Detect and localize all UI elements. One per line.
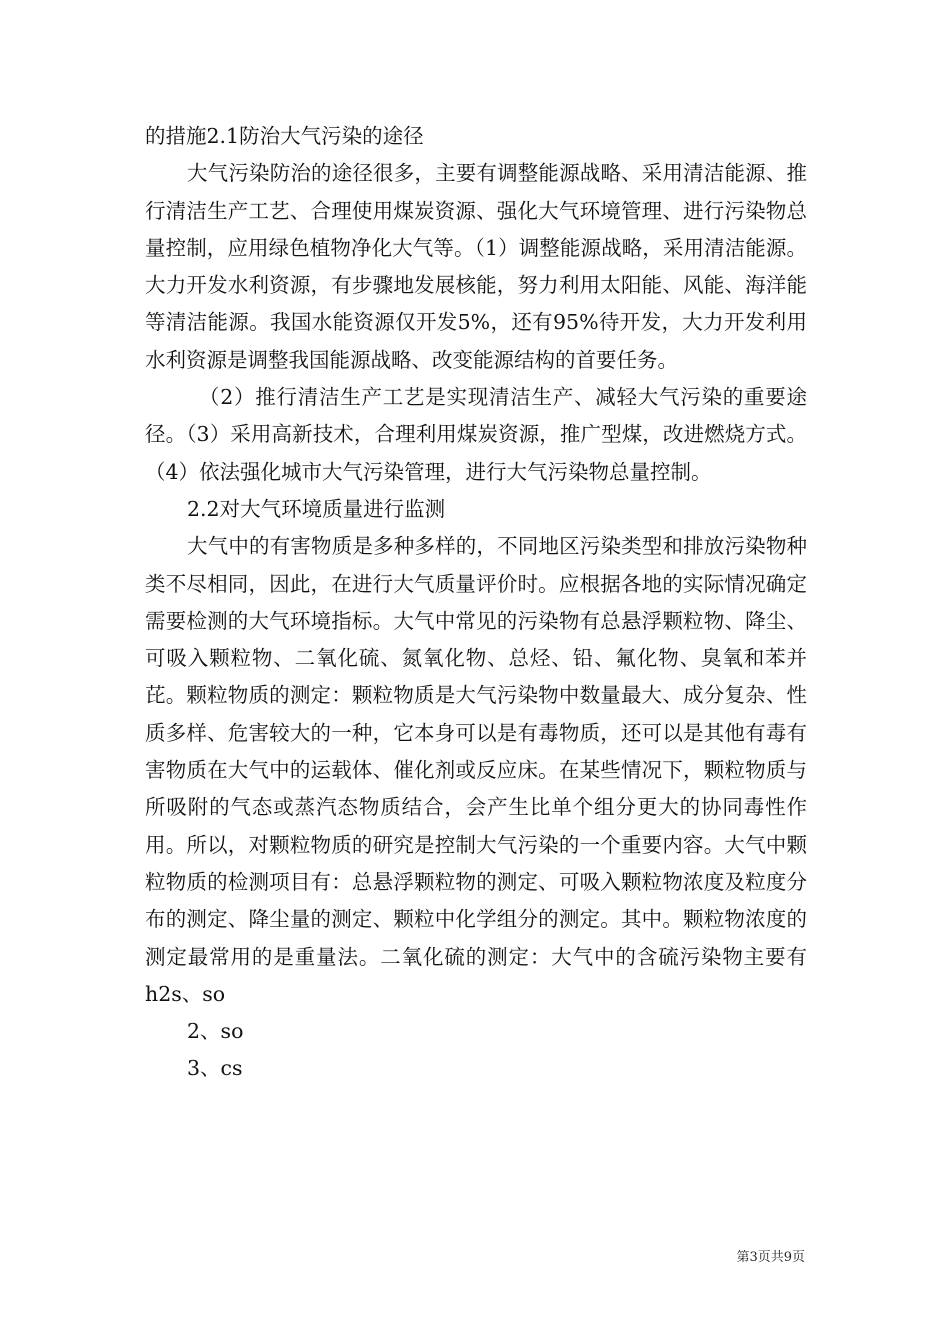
paragraph-pollution-control-routes: 大气污染防治的途径很多，主要有调整能源战略、采用清洁能源、推行清洁生产工艺、合理使用煤炭资源、强化大气环境管理、进行污染物总量控制，应用绿色植物净化大气等。（1）调整能源战略，采用清洁能源。大力开发水利资源，有步骤地发展核能，努力利用太阳能、风能、海洋能等清洁能源。我国水能资源仅开发5%，还有95%待开发，大力开发利用水利资源是调整我国能源战略、改变能源结构的首要任务。 [145,161,807,372]
list-item-cs: 3、cs [187,1056,243,1081]
section-heading-2-2: 2.2对大气环境质量进行监测 [187,496,446,521]
page-number-footer: 第3页共9页 [736,1250,805,1265]
list-item-so: 2、so [187,1019,244,1044]
paragraph-clean-production: （2）推行清洁生产工艺是实现清洁生产、减轻大气污染的重要途径。（3）采用高新技术，合理利用煤炭资源，推广型煤，改进燃烧方式。（4）依法强化城市大气污染管理，进行大气污染物总量控制。 [145,385,807,484]
document-body [145,118,807,1088]
section-heading-2-1: 的措施2.1防治大气污染的途径 [145,124,424,148]
paragraph-air-monitoring: 大气中的有害物质是多种多样的，不同地区污染类型和排放污染物种类不尽相同，因此，在进行大气质量评价时。应根据各地的实际情况确定需要检测的大气环境指标。大气中常见的污染物有总悬浮颗粒物、降尘、可吸入颗粒物、二氧化硫、氮氧化物、总烃、铅、氟化物、臭氧和苯并芘。颗粒物质的测定：颗粒物质是大气污染物中数量最大、成分复杂、性质多样、危害较大的一种，它本身可以是有毒物质，还可以是其他有毒有害物质在大气中的运载体、催化剂或反应床。在某些情况下，颗粒物质与所吸附的气态或蒸汽态物质结合，会产生比单个组分更大的协同毒性作用。所以，对颗粒物质的研究是控制大气污染的一个重要内容。大气中颗粒物质的检测项目有：总悬浮颗粒物的测定、可吸入颗粒物浓度及粒度分布的测定、降尘量的测定、颗粒中化学组分的测定。其中。颗粒物浓度的测定最常用的是重量法。二氧化硫的测定：大气中的含硫污染物主要有h2s、so [145,534,807,1006]
